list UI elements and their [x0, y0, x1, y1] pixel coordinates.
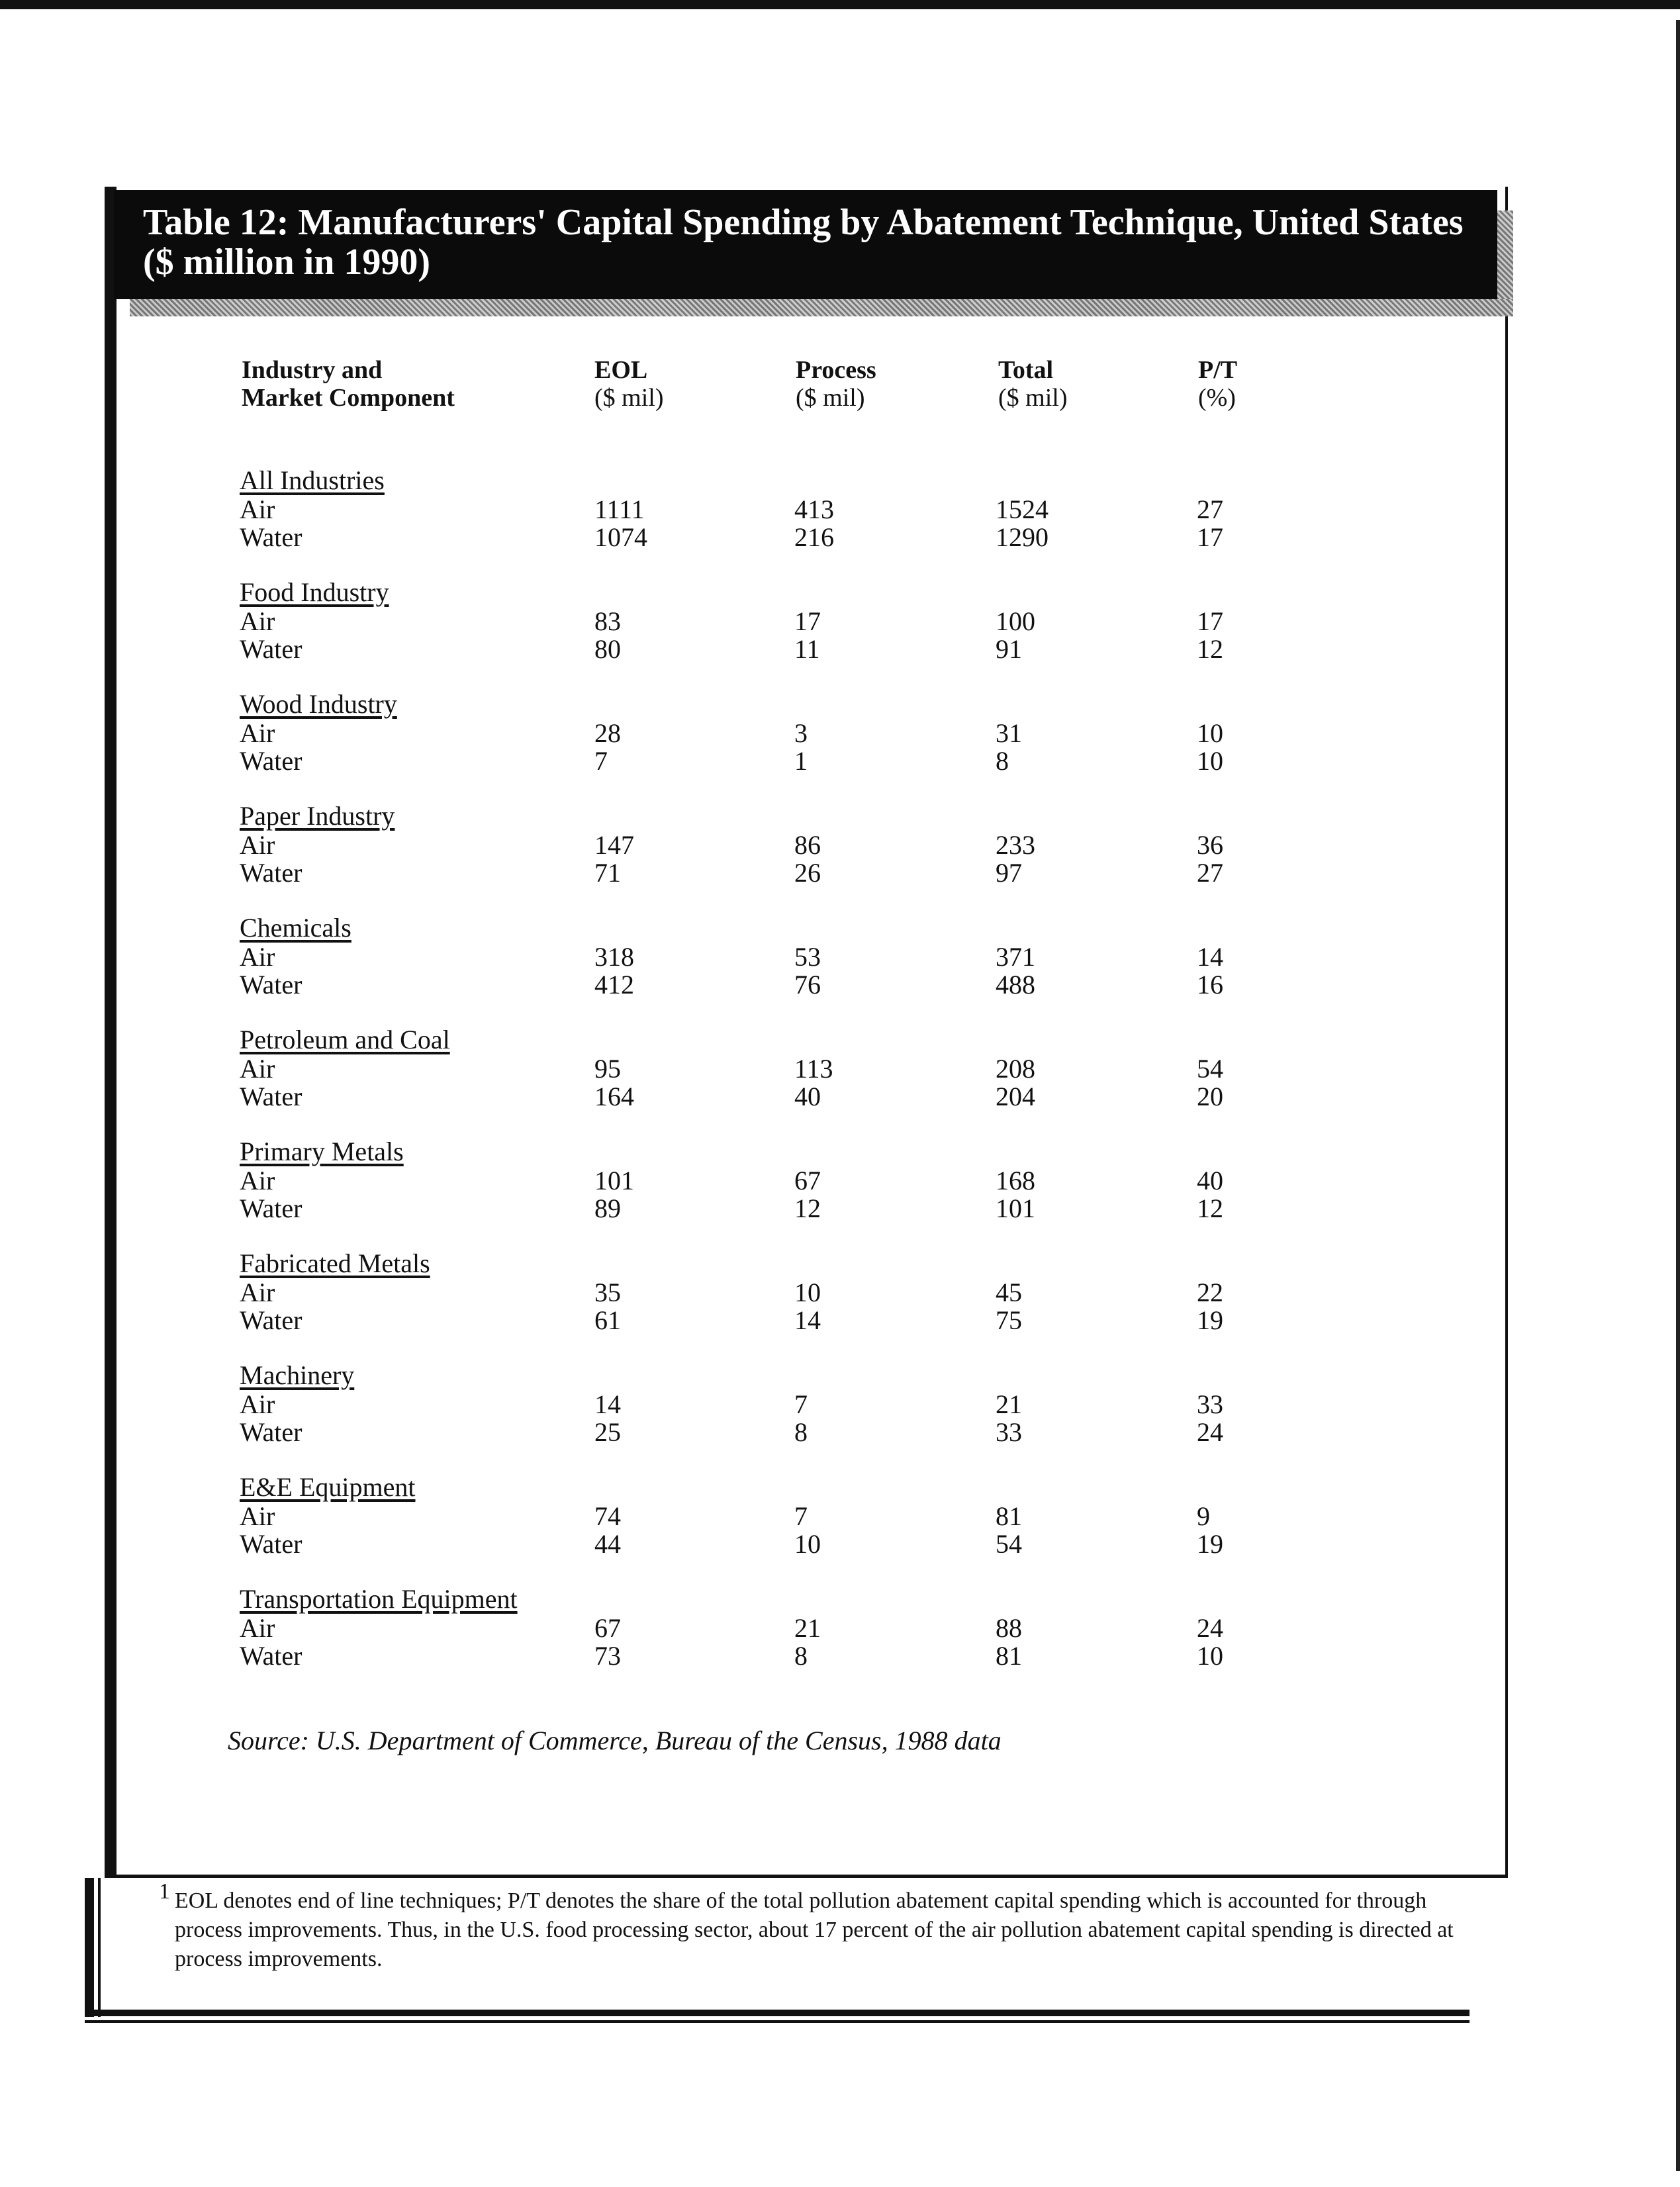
table-row — [0, 1614, 1680, 1643]
total-value: 45 — [996, 1278, 1022, 1307]
component-label: Water — [240, 1193, 303, 1223]
eol-value: 61 — [594, 1305, 621, 1335]
total-value: 208 — [996, 1054, 1035, 1084]
footnote-text: EOL denotes end of line techniques; P/T denotes the share of the total pollution abatement capital spending which is accounted for through process improvements. Thus, in the U.S. food processing sector, about 17 percent of the air pollution abatement capital spending is directed at process improvements. — [175, 1888, 1454, 1971]
column-header-unit: ($ mil) — [594, 384, 664, 412]
industry-group — [0, 690, 1680, 776]
eol-value: 14 — [594, 1389, 621, 1419]
industry-name: Chemicals — [240, 913, 351, 943]
eol-value: 1111 — [594, 494, 645, 524]
pt-value: 27 — [1197, 494, 1223, 524]
industry-name: Paper Industry — [240, 801, 395, 831]
total-value: 100 — [996, 606, 1035, 636]
total-value: 88 — [996, 1613, 1022, 1643]
process-value: 10 — [794, 1278, 821, 1307]
total-value: 101 — [996, 1193, 1035, 1223]
process-value: 76 — [794, 970, 821, 1000]
top-border — [0, 0, 1680, 9]
eol-value: 318 — [594, 942, 634, 972]
process-value: 3 — [794, 718, 808, 748]
column-header-unit: ($ mil) — [796, 384, 865, 412]
process-value: 8 — [794, 1641, 808, 1671]
process-value: 10 — [794, 1529, 821, 1559]
bottom-rule — [85, 2010, 1470, 2016]
process-value: 53 — [794, 942, 821, 972]
column-header-label: Process — [796, 356, 876, 384]
table-row — [0, 1642, 1680, 1671]
column-header-unit: (%) — [1198, 384, 1236, 412]
frame-extension-inner — [98, 1878, 101, 2017]
column-header-unit: ($ mil) — [998, 384, 1068, 412]
pt-value: 40 — [1197, 1166, 1223, 1195]
process-value: 26 — [794, 858, 821, 888]
process-value: 7 — [794, 1389, 808, 1419]
total-value: 21 — [996, 1389, 1022, 1419]
pt-value: 22 — [1197, 1278, 1223, 1307]
component-label: Water — [240, 746, 303, 776]
pt-value: 27 — [1197, 858, 1223, 888]
industry-group — [0, 1137, 1680, 1223]
component-label: Air — [240, 494, 275, 524]
industry-group — [0, 1361, 1680, 1447]
pt-value: 20 — [1197, 1082, 1223, 1111]
eol-value: 83 — [594, 606, 621, 636]
pt-value: 33 — [1197, 1389, 1223, 1419]
industry-group — [0, 1473, 1680, 1559]
eol-value: 44 — [594, 1529, 621, 1559]
column-header-eol — [594, 356, 663, 412]
eol-value: 147 — [594, 830, 634, 860]
table-row — [0, 1530, 1680, 1559]
process-value: 413 — [794, 494, 834, 524]
pt-value: 17 — [1197, 522, 1223, 552]
industry-name: Wood Industry — [240, 689, 397, 719]
eol-value: 25 — [594, 1417, 621, 1447]
industry-group — [0, 466, 1680, 552]
pt-value: 12 — [1197, 634, 1223, 664]
bottom-rule-thin — [85, 2020, 1470, 2023]
total-value: 54 — [996, 1529, 1022, 1559]
pt-value: 10 — [1197, 1641, 1223, 1671]
total-value: 371 — [996, 942, 1035, 972]
industry-group — [0, 802, 1680, 888]
process-value: 86 — [794, 830, 821, 860]
table-row — [0, 1502, 1680, 1531]
pt-value: 10 — [1197, 718, 1223, 748]
column-header-industry — [242, 356, 455, 412]
component-label: Air — [240, 1166, 275, 1195]
industry-name: Fabricated Metals — [240, 1248, 430, 1278]
eol-value: 412 — [594, 970, 634, 1000]
eol-value: 80 — [594, 634, 621, 664]
total-value: 81 — [996, 1641, 1022, 1671]
footnote-mark: 1 — [159, 1879, 170, 1904]
table-row — [0, 1278, 1680, 1307]
column-header-sub: Market Component — [242, 384, 455, 412]
table-row — [0, 1082, 1680, 1111]
component-label: Air — [240, 1613, 275, 1643]
total-value: 168 — [996, 1166, 1035, 1195]
component-label: Water — [240, 1641, 303, 1671]
component-label: Air — [240, 1278, 275, 1307]
process-value: 7 — [794, 1501, 808, 1531]
column-header-process — [796, 356, 876, 412]
eol-value: 95 — [594, 1054, 621, 1084]
component-label: Water — [240, 1305, 303, 1335]
eol-value: 71 — [594, 858, 621, 888]
eol-value: 67 — [594, 1613, 621, 1643]
industry-name: Petroleum and Coal — [240, 1025, 450, 1054]
component-label: Air — [240, 942, 275, 972]
total-value: 233 — [996, 830, 1035, 860]
component-label: Water — [240, 970, 303, 1000]
industry-name: Food Industry — [240, 577, 389, 607]
total-value: 8 — [996, 746, 1009, 776]
industry-group — [0, 913, 1680, 1000]
process-value: 40 — [794, 1082, 821, 1111]
column-header-label: Industry and — [242, 356, 383, 384]
component-label: Water — [240, 522, 303, 552]
process-value: 113 — [794, 1054, 833, 1084]
footnote — [159, 1879, 1483, 1974]
industry-name: E&E Equipment — [240, 1472, 416, 1502]
eol-value: 164 — [594, 1082, 634, 1111]
total-value: 97 — [996, 858, 1022, 888]
pt-value: 16 — [1197, 970, 1223, 1000]
component-label: Water — [240, 1417, 303, 1447]
pt-value: 54 — [1197, 1054, 1223, 1084]
pt-value: 10 — [1197, 746, 1223, 776]
pt-value: 36 — [1197, 830, 1223, 860]
pt-value: 24 — [1197, 1417, 1223, 1447]
column-header-total — [998, 356, 1067, 412]
industry-group — [0, 1249, 1680, 1335]
table-row — [0, 1390, 1680, 1419]
table-row — [0, 1418, 1680, 1447]
industry-name: Transportation Equipment — [240, 1584, 518, 1614]
eol-value: 28 — [594, 718, 621, 748]
total-value: 33 — [996, 1417, 1022, 1447]
table-row — [0, 523, 1680, 552]
component-label: Air — [240, 1389, 275, 1419]
total-value: 1524 — [996, 494, 1049, 524]
eol-value: 89 — [594, 1193, 621, 1223]
pt-value: 19 — [1197, 1305, 1223, 1335]
column-header-label: P/T — [1198, 356, 1238, 384]
industry-name: Machinery — [240, 1360, 355, 1390]
total-value: 31 — [996, 718, 1022, 748]
table-row — [0, 859, 1680, 888]
pt-value: 9 — [1197, 1501, 1210, 1531]
table-row — [0, 747, 1680, 776]
industry-group — [0, 1585, 1680, 1671]
frame-extension — [85, 1878, 94, 2017]
component-label: Water — [240, 1082, 303, 1111]
eol-value: 74 — [594, 1501, 621, 1531]
process-value: 216 — [794, 522, 834, 552]
source-note: Source: U.S. Department of Commerce, Bureau of the Census, 1988 data — [228, 1726, 1002, 1755]
process-value: 21 — [794, 1613, 821, 1643]
pt-value: 24 — [1197, 1613, 1223, 1643]
process-value: 14 — [794, 1305, 821, 1335]
table-row — [0, 831, 1680, 860]
component-label: Air — [240, 1501, 275, 1531]
industry-group — [0, 1025, 1680, 1111]
component-label: Air — [240, 830, 275, 860]
pt-value: 12 — [1197, 1193, 1223, 1223]
industry-group — [0, 578, 1680, 664]
eol-value: 1074 — [594, 522, 647, 552]
table-row — [0, 970, 1680, 1000]
column-header-label: Total — [998, 356, 1054, 384]
industry-name: All Industries — [240, 465, 385, 495]
component-label: Water — [240, 634, 303, 664]
total-value: 488 — [996, 970, 1035, 1000]
total-value: 91 — [996, 634, 1022, 664]
total-value: 1290 — [996, 522, 1049, 552]
pt-value: 14 — [1197, 942, 1223, 972]
table-row — [0, 607, 1680, 636]
table-title: Table 12: Manufacturers' Capital Spending by Abatement Technique, United States ($ million in 1990) — [143, 202, 1464, 283]
total-value: 204 — [996, 1082, 1035, 1111]
eol-value: 73 — [594, 1641, 621, 1671]
table-row — [0, 1166, 1680, 1195]
component-label: Air — [240, 1054, 275, 1084]
table-row — [0, 943, 1680, 972]
table-row — [0, 719, 1680, 748]
pt-value: 17 — [1197, 606, 1223, 636]
component-label: Water — [240, 1529, 303, 1559]
process-value: 1 — [794, 746, 808, 776]
component-label: Water — [240, 858, 303, 888]
total-value: 75 — [996, 1305, 1022, 1335]
title-shadow-bottom — [130, 299, 1513, 316]
process-value: 8 — [794, 1417, 808, 1447]
component-label: Air — [240, 606, 275, 636]
process-value: 11 — [794, 634, 820, 664]
total-value: 81 — [996, 1501, 1022, 1531]
pt-value: 19 — [1197, 1529, 1223, 1559]
process-value: 67 — [794, 1166, 821, 1195]
column-header-label: EOL — [594, 356, 648, 384]
eol-value: 35 — [594, 1278, 621, 1307]
table-row — [0, 1306, 1680, 1335]
table-row — [0, 1194, 1680, 1223]
industry-name: Primary Metals — [240, 1137, 404, 1166]
table-row — [0, 635, 1680, 664]
eol-value: 7 — [594, 746, 608, 776]
table-row — [0, 1054, 1680, 1084]
process-value: 12 — [794, 1193, 821, 1223]
column-header-pt — [1198, 356, 1237, 412]
table-row — [0, 495, 1680, 524]
eol-value: 101 — [594, 1166, 634, 1195]
process-value: 17 — [794, 606, 821, 636]
component-label: Air — [240, 718, 275, 748]
